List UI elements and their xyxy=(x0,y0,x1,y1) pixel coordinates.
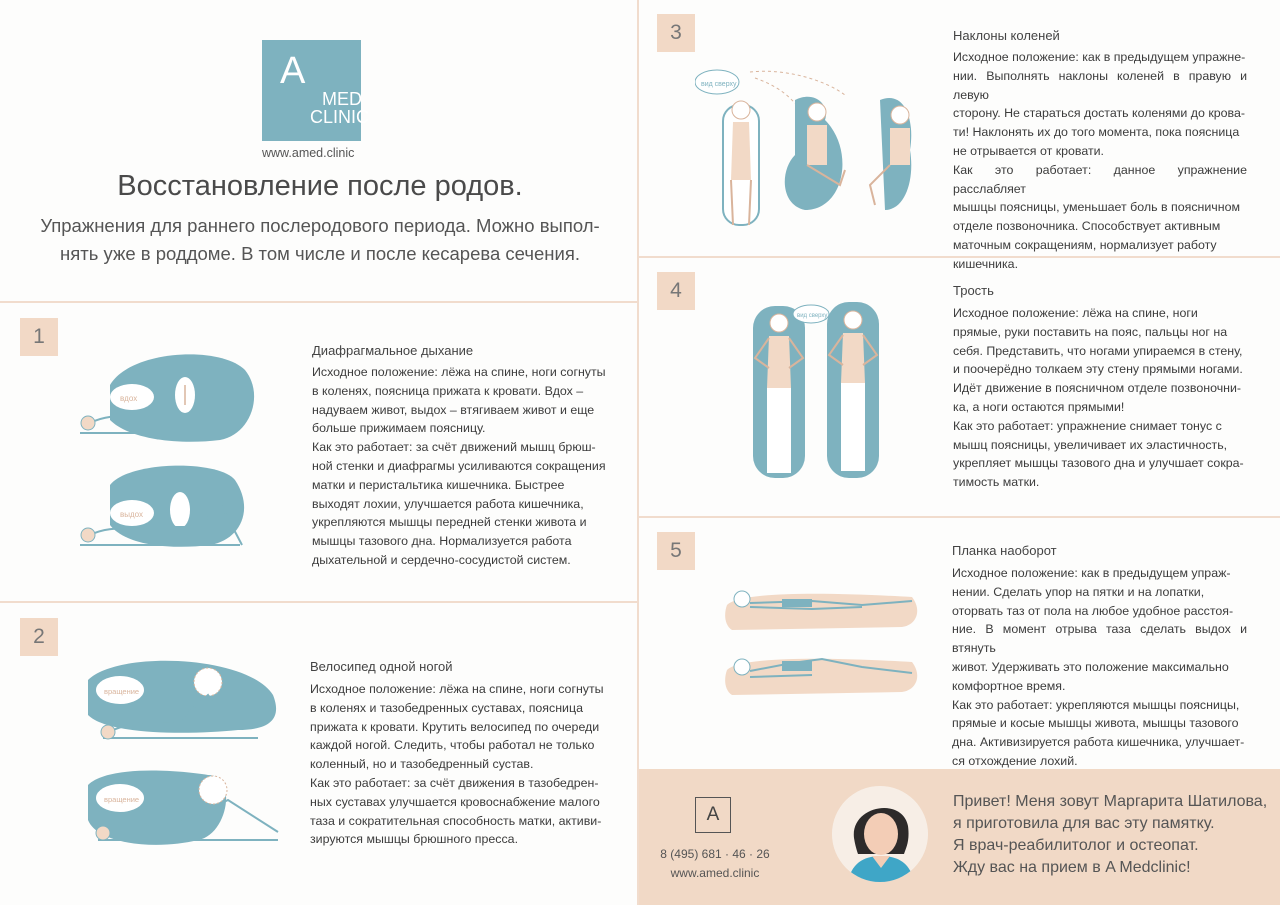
exercise-number-badge: 3 xyxy=(657,14,695,52)
logo-text-clinic: CLINIC xyxy=(310,107,370,127)
illustration-cane xyxy=(745,298,885,483)
subtitle-line: Упражнения для раннего послеродового периода. Можно выпол- xyxy=(40,215,600,236)
footer-url[interactable]: www.amed.clinic xyxy=(670,866,760,880)
exercise-title: Планка наоборот xyxy=(952,543,1057,558)
bubble-text: вращение xyxy=(104,687,140,696)
illustration-reverse-plank xyxy=(722,585,922,700)
bubble-text: вдох xyxy=(120,394,138,403)
exercise-description: Исходное положение: как в предыдущем упраж- нении. Сделать упор на пятки и на лопатки, оторвать таз от пола на любое удобное расстоя- ние. В момент отрыва таза сделать выдох и втянуть живот. Удерживать это положение максимально комфортное время. Как это работает: укрепляются мышцы поясницы, прямые и косые мышцы живота, мышцы тазового дна. Активизируется работа кишечника, улучшает- ся отхождение лохий. xyxy=(952,566,1247,768)
bubble-text: вид сверху xyxy=(797,313,828,319)
section-divider xyxy=(0,301,637,303)
exercise-title: Трость xyxy=(953,283,994,298)
exercise-number-badge: 4 xyxy=(657,272,695,310)
doctor-avatar xyxy=(832,786,928,882)
exercise-description: Исходное положение: лёжа на спине, ноги прямые, руки поставить на пояс, пальцы ног на себя. Представить, что ногами упираемся в стену, и поочерёдно толкаем эту стену прямыми ногами. Идёт движение в поясничном отделе позвоночни- ка, а ноги остаются прямыми! Как это работает: упражнение снимает тонус с мышц поясницы, увеличивает их эластичность, укрепляет мышцы тазового дна и улучшает сокра- тимость матки. xyxy=(953,306,1244,490)
exercise-description: Исходное положение: как в предыдущем упражне- нии. Выполнять наклоны коленей в правую и левую сторону. Не стараться достать коленями до крова- ти! Наклонять их до того момента, пока поясница не отрывается от кровати. Как это работает: данное упражнение расслабляет мышцы поясницы, уменьшает боль в поясничном отделе позвоночника. Способствует активным маточным сокращениям, нормализует работу кишечника. xyxy=(953,50,1247,271)
illustration-single-leg-bicycle xyxy=(78,650,283,860)
page-title: Восстановление после родов. xyxy=(117,170,523,202)
exercise-number-badge: 2 xyxy=(20,618,58,656)
footer-logo: A xyxy=(695,797,731,833)
exercise-number-badge: 1 xyxy=(20,318,58,356)
page-subtitle xyxy=(30,212,610,268)
exercise-title: Велосипед одной ногой xyxy=(310,659,453,674)
exercise-description: Исходное положение: лёжа на спине, ноги согнуты в коленях, поясница прижата к кровати. Вдох – надуваем живот, выдох – втягиваем живот и еще больше прижимаем поясницу. Как это работает: за счёт движений мышц брюш- ной стенки и диафрагмы усиливаются сокращения матки и перистальтика кишечника. Быстрее выходят лохии, улучшается работа кишечника, укрепляются мышцы передней стенки живота и мышцы тазового дна. Нормализуется работа дыхательной и сердечно-сосудистой систем. xyxy=(312,365,606,567)
doctor-intro: Привет! Меня зовут Маргарита Шатилова, я приготовила для вас эту памятку. Я врач-реабилитолог и остеопат. Жду вас на прием в A Medclinic! xyxy=(953,793,1268,876)
section-divider xyxy=(0,601,637,603)
bubble-text: вид сверху xyxy=(701,81,737,88)
exercise-description: Исходное положение: лёжа на спине, ноги согнуты в коленях и тазобедренных суставах, поясница прижата к кровати. Крутить велосипед по очереди каждой ногой. Следить, чтобы работал не только коленный, но и тазобедренный сустав. Как это работает: за счёт движения в тазобедрен- ных суставах улучшается кровоснабжение малого таза и сократительная способность матки, активи- зируются мышцы брюшного пресса. xyxy=(310,682,604,847)
exercise-title: Диафрагмальное дыхание xyxy=(312,343,474,358)
brand-logo xyxy=(262,40,370,141)
logo-text-med: MED xyxy=(322,89,362,109)
exercise-number-badge: 5 xyxy=(657,532,695,570)
bubble-text: вращение xyxy=(104,795,140,804)
illustration-knee-tilts xyxy=(695,60,925,235)
section-divider xyxy=(639,516,1280,518)
footer-phone[interactable]: 8 (495) 681 · 46 · 26 xyxy=(660,847,770,861)
logo-letter: A xyxy=(280,50,306,92)
brand-url[interactable]: www.amed.clinic xyxy=(262,146,355,160)
subtitle-line: нять уже в роддоме. В том числе и после кесарева сечения. xyxy=(60,243,580,264)
bubble-text: выдох xyxy=(120,510,144,519)
exercise-title: Наклоны коленей xyxy=(953,28,1060,43)
illustration-diaphragm-breathing xyxy=(70,345,260,565)
